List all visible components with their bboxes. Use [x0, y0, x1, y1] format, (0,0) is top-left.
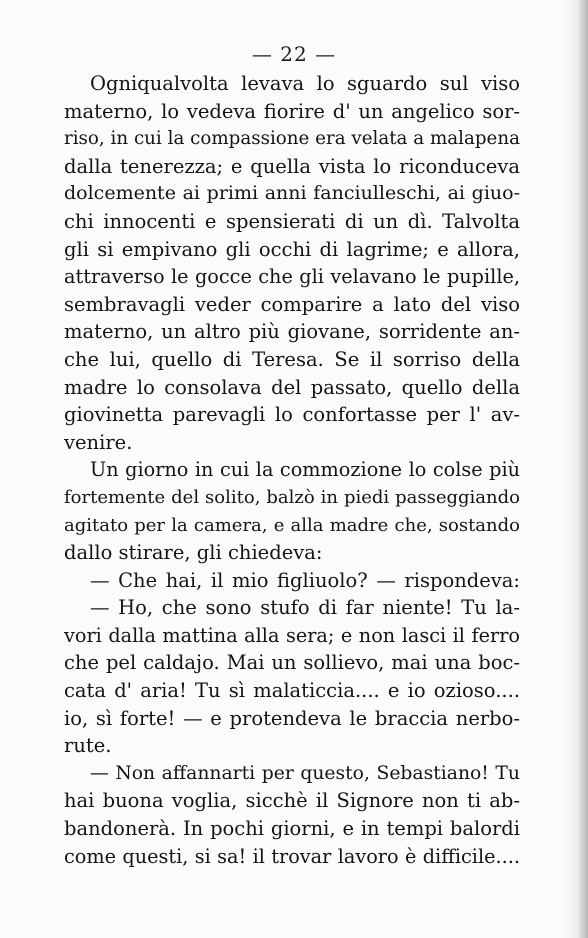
text-line: materno, un altro più giovane, sorridente an-	[64, 320, 520, 344]
text-line: venire.	[64, 430, 133, 454]
text-line: cata d' aria! Tu sì malaticcia.... e io ozioso....	[64, 679, 520, 703]
text-line: dolcemente ai primi anni fanciulleschi, ai giuo-	[64, 182, 520, 205]
page-number: — 22 —	[251, 42, 337, 66]
text-line: come questi, si sa! il trovar lavoro è difficile....	[64, 844, 520, 868]
text-line: giovinetta parevagli lo confortasse per l' av-	[64, 403, 520, 427]
text-line: dalla tenerezza; e quella vista lo riconduceva	[64, 154, 520, 178]
text-line: — Che hai, il mio figliuolo? — rispondeva:	[90, 568, 520, 592]
text-line: agitato per la camera, e alla madre che, sostando	[64, 514, 520, 536]
text-line: gli si empivano gli occhi di lagrime; e allora,	[64, 237, 520, 261]
page-edge-shadow	[566, 0, 588, 938]
text-line: Ogniqualvolta levava lo sguardo sul viso	[90, 72, 520, 95]
text-line: rute.	[64, 734, 112, 758]
text-line: chi innocenti e spensierati di un dì. Talvolta	[64, 209, 520, 233]
text-line: — Ho, che sono stufo di far niente! Tu la-	[90, 596, 520, 620]
text-line: che pel caldajo. Mai un sollievo, mai una boc-	[64, 651, 520, 675]
text-line: attraverso le gocce che gli velavano le pupille,	[64, 265, 520, 289]
text-line: dallo stirare, gli chiedeva:	[64, 541, 323, 565]
text-line: che lui, quello di Teresa. Se il sorriso della	[64, 347, 520, 371]
body-text	[64, 70, 520, 870]
text-line: vori dalla mattina alla sera; e non lasci il ferro	[64, 623, 520, 647]
text-line: — Non affannarti per questo, Sebastiano! Tu	[90, 762, 520, 784]
text-line: fortemente del solito, balzò in piedi passeggiando	[64, 486, 520, 508]
text-line: materno, lo vedeva fiorire d' un angelico sor-	[64, 99, 520, 123]
text-line: io, sì forte! — e protendeva le braccia nerbo-	[64, 706, 520, 730]
text-line: Un giorno in cui la commozione lo colse più	[90, 458, 520, 482]
text-line: hai buona voglia, sicchè il Signore non ti ab-	[64, 789, 520, 813]
text-line: riso, in cui la compassione era velata a malapena	[64, 128, 520, 150]
text-line: bandonerà. In pochi giorni, e in tempi balordi	[64, 817, 520, 841]
text-line: sembravagli veder comparire a lato del viso	[64, 292, 520, 316]
text-line: madre lo consolava del passato, quello della	[64, 375, 520, 399]
